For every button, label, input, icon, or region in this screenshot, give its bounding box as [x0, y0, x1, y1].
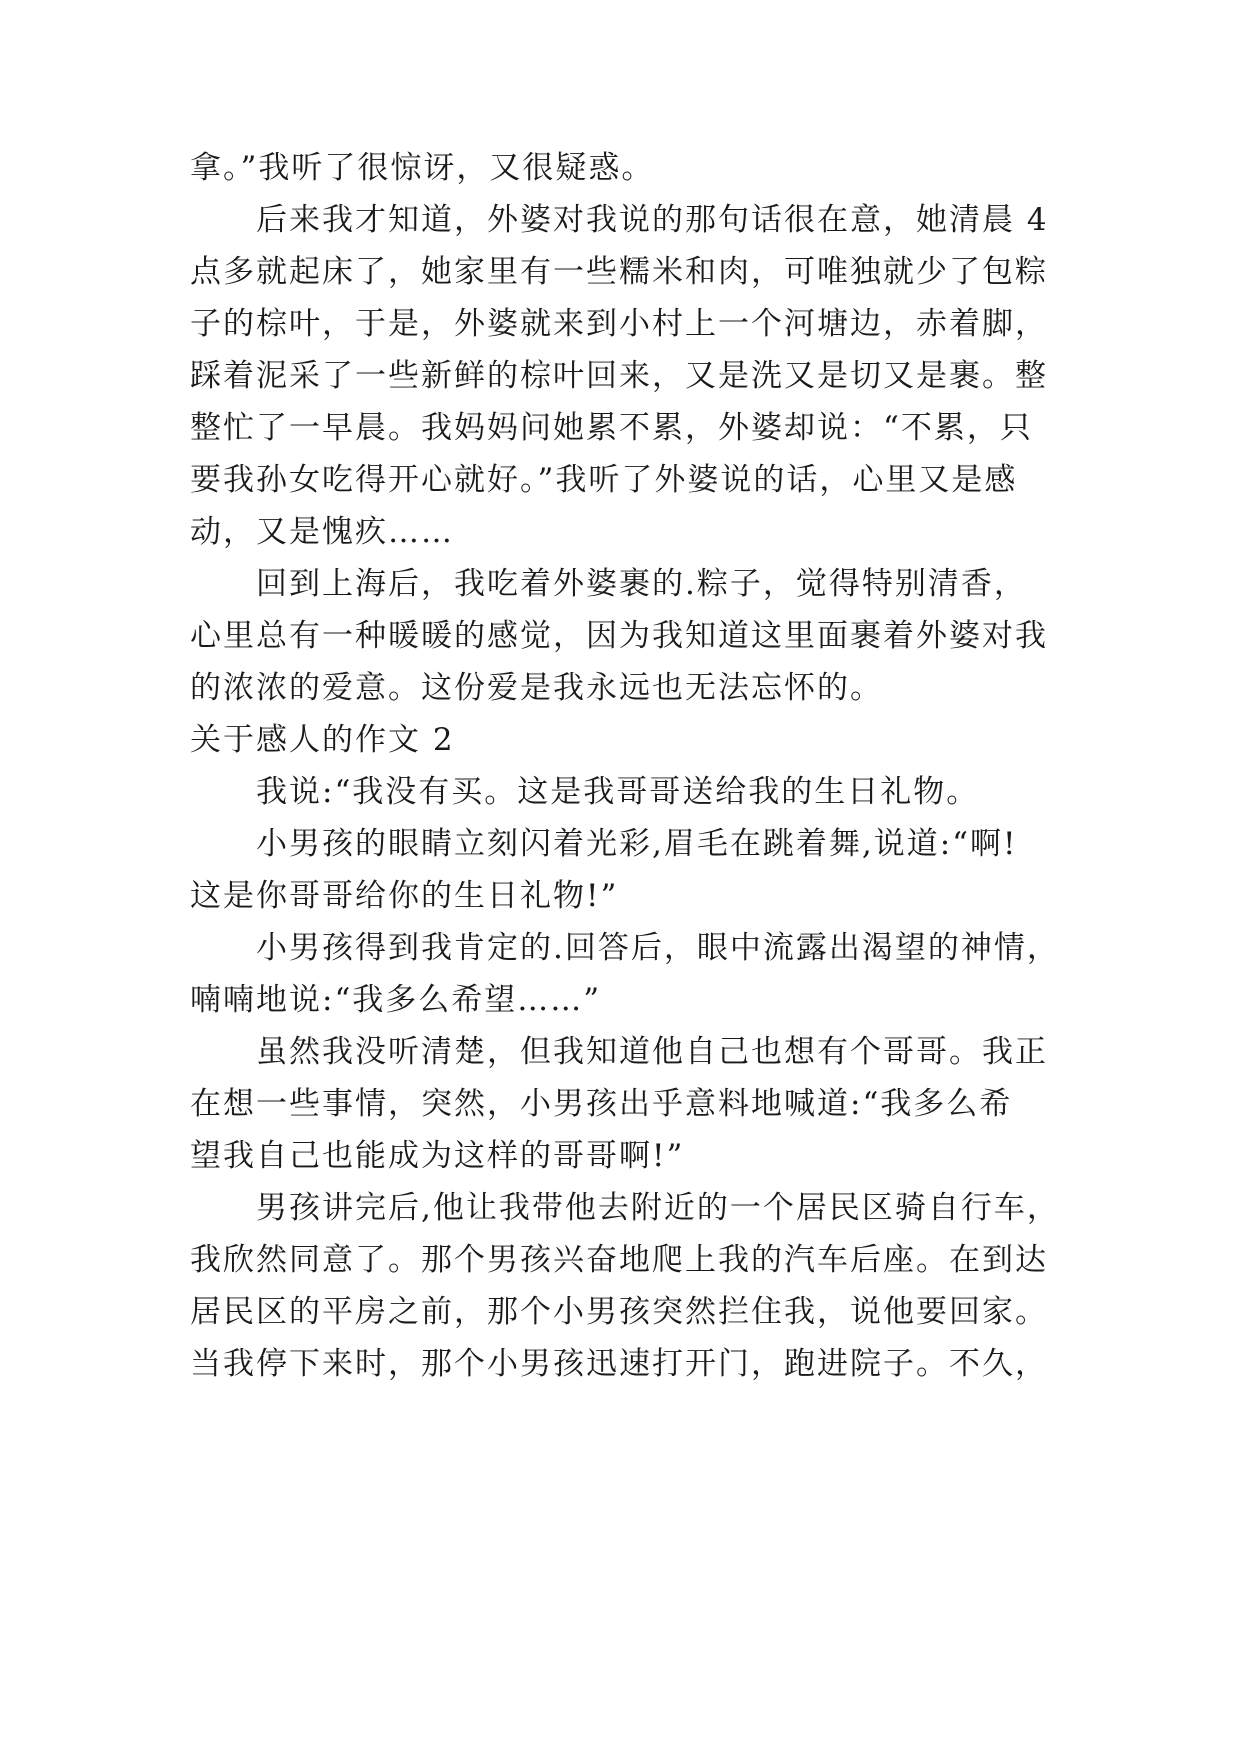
paragraph-start-line: 虽然我没听清楚，但我知道他自己也想有个哥哥。我正	[256, 1034, 1048, 1070]
text-line: 望我自己也能成为这样的哥哥啊!”	[190, 1138, 685, 1174]
text-line: 整忙了一早晨。我妈妈问她累不累，外婆却说：“不累，只	[190, 410, 1033, 446]
text-line: 居民区的平房之前，那个小男孩突然拦住我，说他要回家。	[190, 1294, 1048, 1330]
text-line: 的浓浓的爱意。这份爱是我永远也无法忘怀的。	[190, 670, 883, 706]
text-line: 在想一些事情，突然，小男孩出乎意料地喊道:“我多么希	[190, 1086, 1013, 1122]
paragraph-start-line: 男孩讲完后,他让我带他去附近的一个居民区骑自行车，	[256, 1190, 1060, 1226]
section-heading: 关于感人的作文 2	[190, 722, 455, 758]
paragraph-start-line: 小男孩得到我肯定的.回答后，眼中流露出渴望的神情，	[256, 930, 1060, 966]
text-line: 这是你哥哥给你的生日礼物!”	[190, 878, 619, 914]
paragraph-start-line: 我说:“我没有买。这是我哥哥送给我的生日礼物。	[256, 774, 980, 810]
paragraph-start-line: 小男孩的眼睛立刻闪着光彩,眉毛在跳着舞,说道:“啊!	[256, 826, 1018, 862]
text-line: 踩着泥采了一些新鲜的棕叶回来，又是洗又是切又是裹。整	[190, 358, 1048, 394]
paragraph-start-line: 后来我才知道，外婆对我说的那句话很在意，她清晨 4	[256, 202, 1049, 238]
text-line: 喃喃地说:“我多么希望……”	[190, 982, 602, 1018]
text-line: 当我停下来时，那个小男孩迅速打开门，跑进院子。不久，	[190, 1346, 1048, 1382]
text-line: 心里总有一种暖暖的感觉，因为我知道这里面裹着外婆对我	[190, 618, 1048, 654]
text-line: 拿。”我听了很惊讶，又很疑惑。	[190, 150, 655, 186]
text-line: 动，又是愧疚……	[190, 514, 454, 550]
text-line: 点多就起床了，她家里有一些糯米和肉，可唯独就少了包粽	[190, 254, 1048, 290]
text-line: 子的棕叶，于是，外婆就来到小村上一个河塘边，赤着脚，	[190, 306, 1048, 342]
text-line: 我欣然同意了。那个男孩兴奋地爬上我的汽车后座。在到达	[190, 1242, 1048, 1278]
text-line: 要我孙女吃得开心就好。”我听了外婆说的话，心里又是感	[190, 462, 1018, 498]
paragraph-start-line: 回到上海后，我吃着外婆裹的.粽子，觉得特别清香，	[256, 566, 1027, 602]
